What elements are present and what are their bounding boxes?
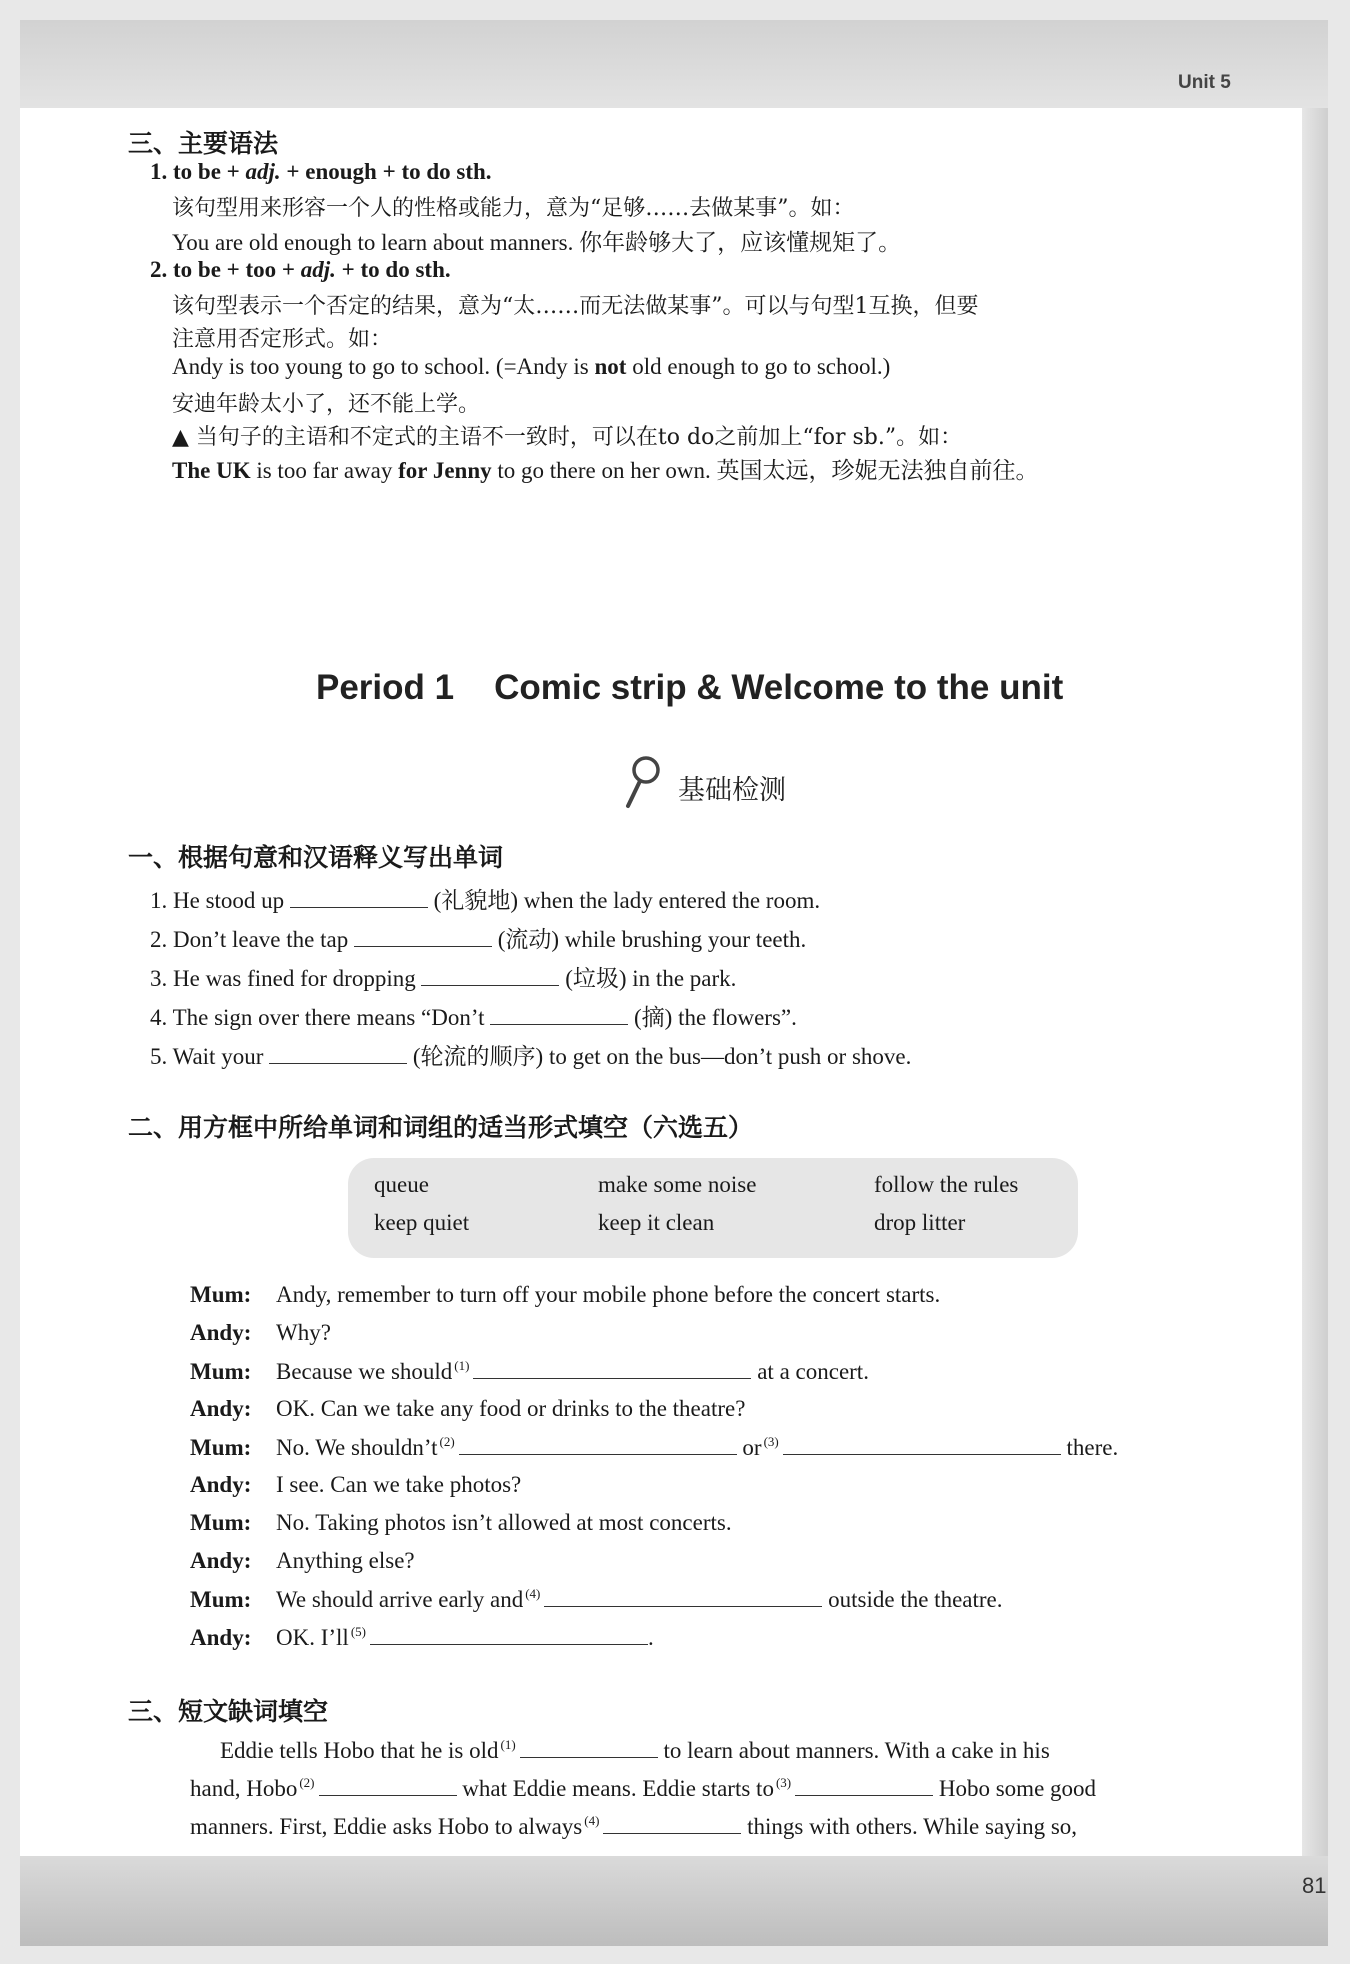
dialogue-line: Mum: We should arrive early and $^{(4)}$ outside the theatre. (190, 1586, 1003, 1612)
magnifier-icon (620, 752, 666, 812)
page-number: 81 (1302, 1873, 1327, 1898)
section2-heading: 二、用方框中所给单词和词组的适当形式填空（六选五） (128, 1113, 754, 1142)
dialogue-line: Andy: Anything else? (190, 1548, 415, 1573)
grammar-rule2-formula: 2. to be + too + adj. + to do sth. (150, 257, 451, 282)
grammar-note: ▲ 当句子的主语和不定式的主语不一致时，可以在to do之前加上“for sb.”。如： (172, 425, 963, 450)
answer-blank[interactable] (544, 1586, 822, 1607)
word-box (348, 1158, 1078, 1258)
answer-blank[interactable] (370, 1624, 648, 1645)
page-footer-band (20, 1856, 1328, 1946)
word-box-item: follow the rules (874, 1172, 1019, 1197)
grammar-rule2-explain-1: 该句型表示一个否定的结果，意为“太……而无法做某事”。可以与句型1互换，但要 (172, 294, 979, 319)
dialogue-line: Mum: Because we should $^{(1)}$ at a concert. (190, 1358, 869, 1384)
answer-blank[interactable] (421, 965, 559, 986)
basic-check-label: 基础检测 (678, 775, 786, 806)
grammar-rule1-formula: 1. to be + adj. + enough + to do sth. (150, 159, 492, 184)
answer-blank[interactable] (354, 926, 492, 947)
unit-label: Unit 5 (1178, 72, 1231, 93)
workbook-page (20, 20, 1328, 1946)
passage-line: hand, Hobo $^{(2)}$ what Eddie means. Eddie starts to $^{(3)}$ Hobo some good (190, 1775, 1097, 1801)
answer-blank[interactable] (520, 1737, 658, 1758)
answer-blank[interactable] (459, 1434, 737, 1455)
section1-item: 1. He stood up (礼貌地) when the lady entered the room. (150, 888, 821, 913)
grammar-rule2-example-zh: 安迪年龄太小了，还不能上学。 (172, 392, 481, 417)
grammar-rule2-example: Andy is too young to go to school. (=Andy is not old enough to go to school.) (172, 354, 891, 379)
answer-blank[interactable] (783, 1434, 1061, 1455)
dialogue-line: Mum: Andy, remember to turn off your mobile phone before the concert starts. (190, 1282, 941, 1307)
word-box-item: drop litter (874, 1210, 966, 1235)
grammar-note-example: The UK is too far away for Jenny to go there on her own. 英国太远，珍妮无法独自前往。 (172, 458, 1039, 483)
answer-blank[interactable] (603, 1813, 741, 1834)
answer-blank[interactable] (490, 1004, 628, 1025)
word-box-item: keep it clean (598, 1210, 715, 1235)
section1-item: 4. The sign over there means “Don’t (摘) the flowers”. (150, 1005, 797, 1030)
dialogue-line: Andy: OK. I’ll $^{(5)}$ . (190, 1624, 654, 1650)
section1-item: 2. Don’t leave the tap (流动) while brushing your teeth. (150, 927, 807, 952)
word-box-item: keep quiet (374, 1210, 470, 1235)
grammar-heading: 三、主要语法 (128, 129, 279, 158)
word-box-item: make some noise (598, 1172, 757, 1197)
section3-heading: 三、短文缺词填空 (128, 1697, 329, 1726)
grammar-rule1-explain: 该句型用来形容一个人的性格或能力，意为“足够……去做某事”。如： (172, 196, 855, 221)
grammar-rule1-example: You are old enough to learn about manners. 你年龄够大了，应该懂规矩了。 (172, 230, 902, 255)
section1-heading: 一、根据句意和汉语释义写出单词 (128, 843, 504, 872)
dialogue-line: Andy: OK. Can we take any food or drinks to the theatre? (190, 1396, 746, 1421)
word-box-item: queue (374, 1172, 429, 1197)
period-title: Period 1 Comic strip & Welcome to the unit (316, 668, 1064, 707)
passage-line: Eddie tells Hobo that he is old $^{(1)}$ to learn about manners. With a cake in his (220, 1737, 1050, 1763)
dialogue-line: Mum: No. Taking photos isn’t allowed at most concerts. (190, 1510, 732, 1535)
section1-item: 3. He was fined for dropping (垃圾) in the park. (150, 966, 737, 991)
page-edge-shadow (1302, 108, 1328, 1878)
dialogue-line: Mum: No. We shouldn’t $^{(2)}$ or $^{(3)}$ there. (190, 1434, 1119, 1460)
passage-line: manners. First, Eddie asks Hobo to always $^{(4)}$ things with others. While saying so, (190, 1813, 1078, 1839)
page-header-band (20, 20, 1328, 108)
section1-item: 5. Wait your (轮流的顺序) to get on the bus—don’t push or shove. (150, 1044, 912, 1069)
answer-blank[interactable] (269, 1043, 407, 1064)
answer-blank[interactable] (473, 1358, 751, 1379)
answer-blank[interactable] (290, 887, 428, 908)
answer-blank[interactable] (795, 1775, 933, 1796)
dialogue-line: Andy: I see. Can we take photos? (190, 1472, 522, 1497)
dialogue-line: Andy: Why? (190, 1320, 331, 1345)
answer-blank[interactable] (319, 1775, 457, 1796)
grammar-rule2-explain-2: 注意用否定形式。如： (172, 327, 393, 352)
